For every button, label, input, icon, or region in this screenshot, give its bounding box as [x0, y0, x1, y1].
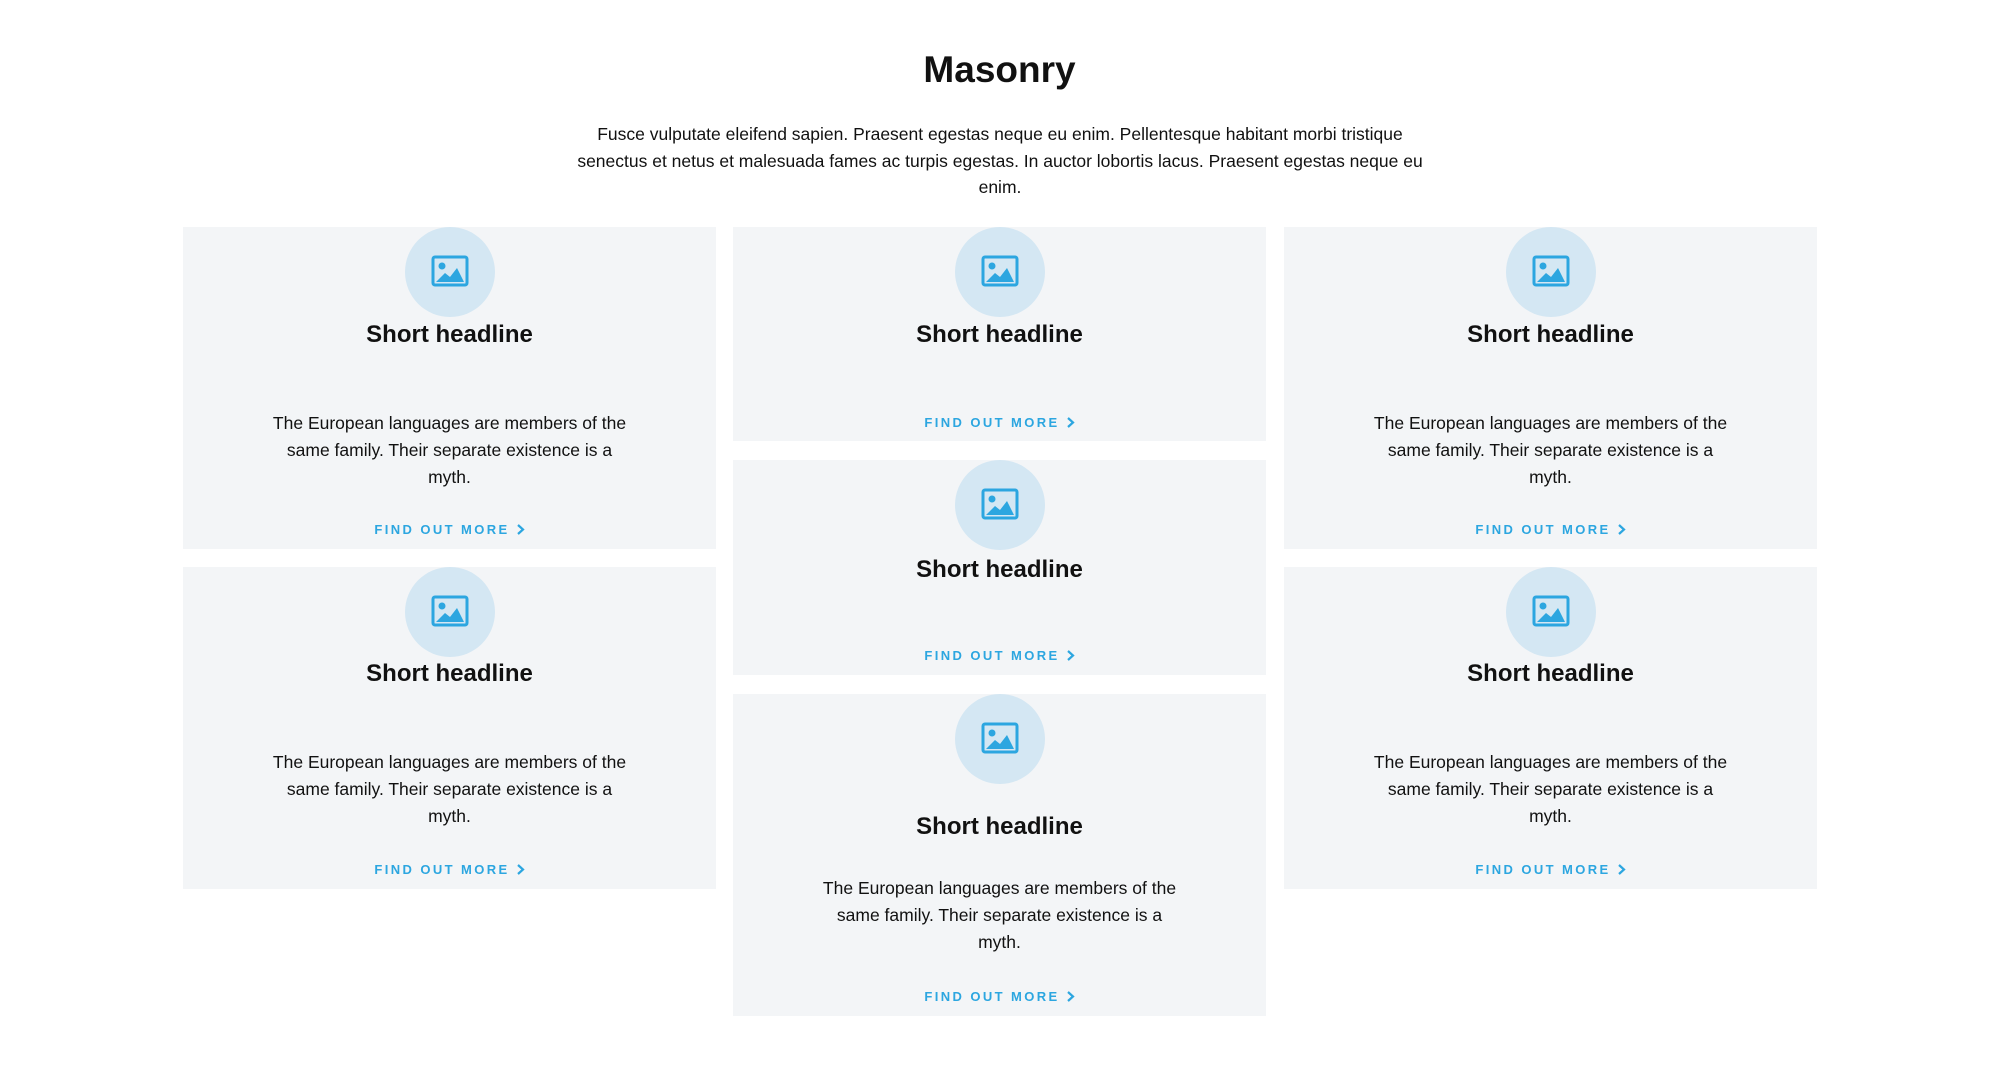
find-out-more-label: FIND OUT MORE [374, 862, 510, 877]
card-headline: Short headline [916, 556, 1083, 583]
chevron-right-icon [1066, 648, 1075, 666]
find-out-more-link[interactable] [733, 988, 1266, 1007]
find-out-more-link[interactable] [1284, 521, 1817, 540]
chevron-right-icon [1617, 522, 1626, 540]
chevron-right-icon [516, 522, 525, 540]
card-headline: Short headline [916, 321, 1083, 348]
find-out-more-label: FIND OUT MORE [1475, 522, 1611, 537]
card [733, 694, 1266, 1016]
card-headline: Short headline [916, 813, 1083, 840]
find-out-more-label: FIND OUT MORE [924, 648, 1060, 663]
find-out-more-link[interactable] [1284, 861, 1817, 880]
find-out-more-label: FIND OUT MORE [924, 989, 1060, 1004]
chevron-right-icon [1066, 415, 1075, 433]
card [183, 567, 716, 889]
find-out-more-label: FIND OUT MORE [374, 522, 510, 537]
find-out-more-label: FIND OUT MORE [924, 415, 1060, 430]
find-out-more-link[interactable] [733, 647, 1266, 666]
image-icon [955, 227, 1045, 317]
card [733, 227, 1266, 441]
card [1284, 227, 1817, 549]
card-body: The European languages are members of the same family. Their separate existence is a myth. [822, 878, 1177, 952]
card [1284, 567, 1817, 889]
card-headline: Short headline [366, 321, 533, 348]
chevron-right-icon [1066, 989, 1075, 1007]
image-icon [1506, 227, 1596, 317]
card-body: The European languages are members of the same family. Their separate existence is a myth. [272, 413, 627, 487]
image-icon [405, 567, 495, 657]
find-out-more-link[interactable] [183, 521, 716, 540]
image-icon [955, 460, 1045, 550]
find-out-more-link[interactable] [183, 861, 716, 880]
find-out-more-link[interactable] [733, 414, 1266, 433]
chevron-right-icon [1617, 862, 1626, 880]
card-headline: Short headline [1467, 660, 1634, 687]
card [183, 227, 716, 549]
find-out-more-label: FIND OUT MORE [1475, 862, 1611, 877]
image-icon [1506, 567, 1596, 657]
section-intro: Fusce vulputate eleifend sapien. Praesent egestas neque eu enim. Pellentesque habitant morbi tristique senectus et netus et malesuada fames ac turpis egestas. In auctor lobortis lacus. Praesent egestas neque eu enim. [577, 124, 1423, 197]
section-title: Masonry [923, 49, 1076, 90]
card-body: The European languages are members of the same family. Their separate existence is a myth. [1373, 413, 1728, 487]
card-headline: Short headline [366, 660, 533, 687]
card [733, 460, 1266, 675]
card-body: The European languages are members of the same family. Their separate existence is a myth. [1373, 752, 1728, 826]
card-body: The European languages are members of the same family. Their separate existence is a myth. [272, 752, 627, 826]
chevron-right-icon [516, 862, 525, 880]
image-icon [955, 694, 1045, 784]
card-headline: Short headline [1467, 321, 1634, 348]
image-icon [405, 227, 495, 317]
